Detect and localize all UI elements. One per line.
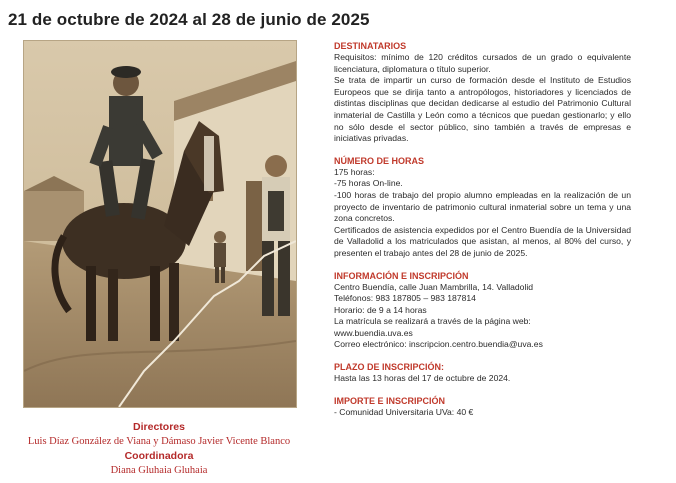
plazo-title: PLAZO DE INSCRIPCIÓN: (334, 362, 445, 373)
plazo-text: Hasta las 13 horas del 17 de octubre de 2024. (334, 373, 511, 384)
info-website-link[interactable]: www.buendia.uva.es (334, 327, 413, 338)
info-email-link[interactable]: Correo electrónico: inscripcion.centro.buendia@uva.es (334, 339, 543, 350)
horas-online: -75 horas On-line. (334, 178, 403, 189)
info-phones: Teléfonos: 983 187805 – 983 187814 (334, 293, 476, 304)
horas-trabajo: -100 horas de trabajo del propio alumno empleadas en la realización de un proyecto de inventario de patrimonio cultural inmaterial sobre un tema y una zona concretos. (334, 189, 631, 224)
certificados-text: Certificados de asistencia expedidos por el Centro Buendía de la Universidad de Valladolid a los matriculados que asistan, al menos, al 80% del curso, y presenten el trabajo antes del 28 de junio de 2025. (334, 224, 631, 258)
directors-heading: Directores (133, 421, 185, 433)
requisitos-text: Requisitos: mínimo de 120 créditos cursados de un grado o equivalente licenciatura, diplomatura o título superior. (334, 52, 631, 74)
directors-names: Luis Díaz González de Viana y Dámaso Javier Vicente Blanco (27, 436, 291, 447)
destinatarios-text: Se trata de impartir un curso de formación desde el Instituto de Estudios Europeos que se dirija tanto a antropólogos, historiadores y licenciados de distintas disciplinas que decidan dedicarse al estudio del Patrimonio Cultural inmaterial de Castilla y León como a técnicos que puedan gestionarlo; y ello no sólo desde el sector público, sino también a través de empresas e iniciativas privadas. (334, 75, 631, 144)
info-hours: Horario: de 9 a 14 horas (334, 304, 427, 315)
historic-photo (23, 40, 297, 408)
horas-title: NÚMERO DE HORAS (334, 155, 425, 166)
info-enrollment: La matrícula se realizará a través de la página web: (334, 316, 531, 327)
destinatarios-title: DESTINATARIOS (334, 41, 407, 51)
info-address: Centro Buendía, calle Juan Mambrilla, 14. Valladolid (334, 281, 534, 292)
importe-title: IMPORTE E INSCRIPCIÓN (334, 395, 446, 406)
info-title: INFORMACIÓN E INSCRIPCIÓN (334, 270, 469, 281)
importe-uva: - Comunidad Universitaria UVa: 40 € (334, 406, 474, 417)
horas-total: 175 horas: (334, 166, 375, 177)
coordinator-name: Diana Gluhaia Gluhaia (110, 465, 208, 476)
course-dates: 21 de octubre de 2024 al 28 de junio de 2025 (8, 10, 370, 29)
course-info-column (334, 40, 631, 418)
coordinator-heading: Coordinadora (124, 450, 194, 462)
